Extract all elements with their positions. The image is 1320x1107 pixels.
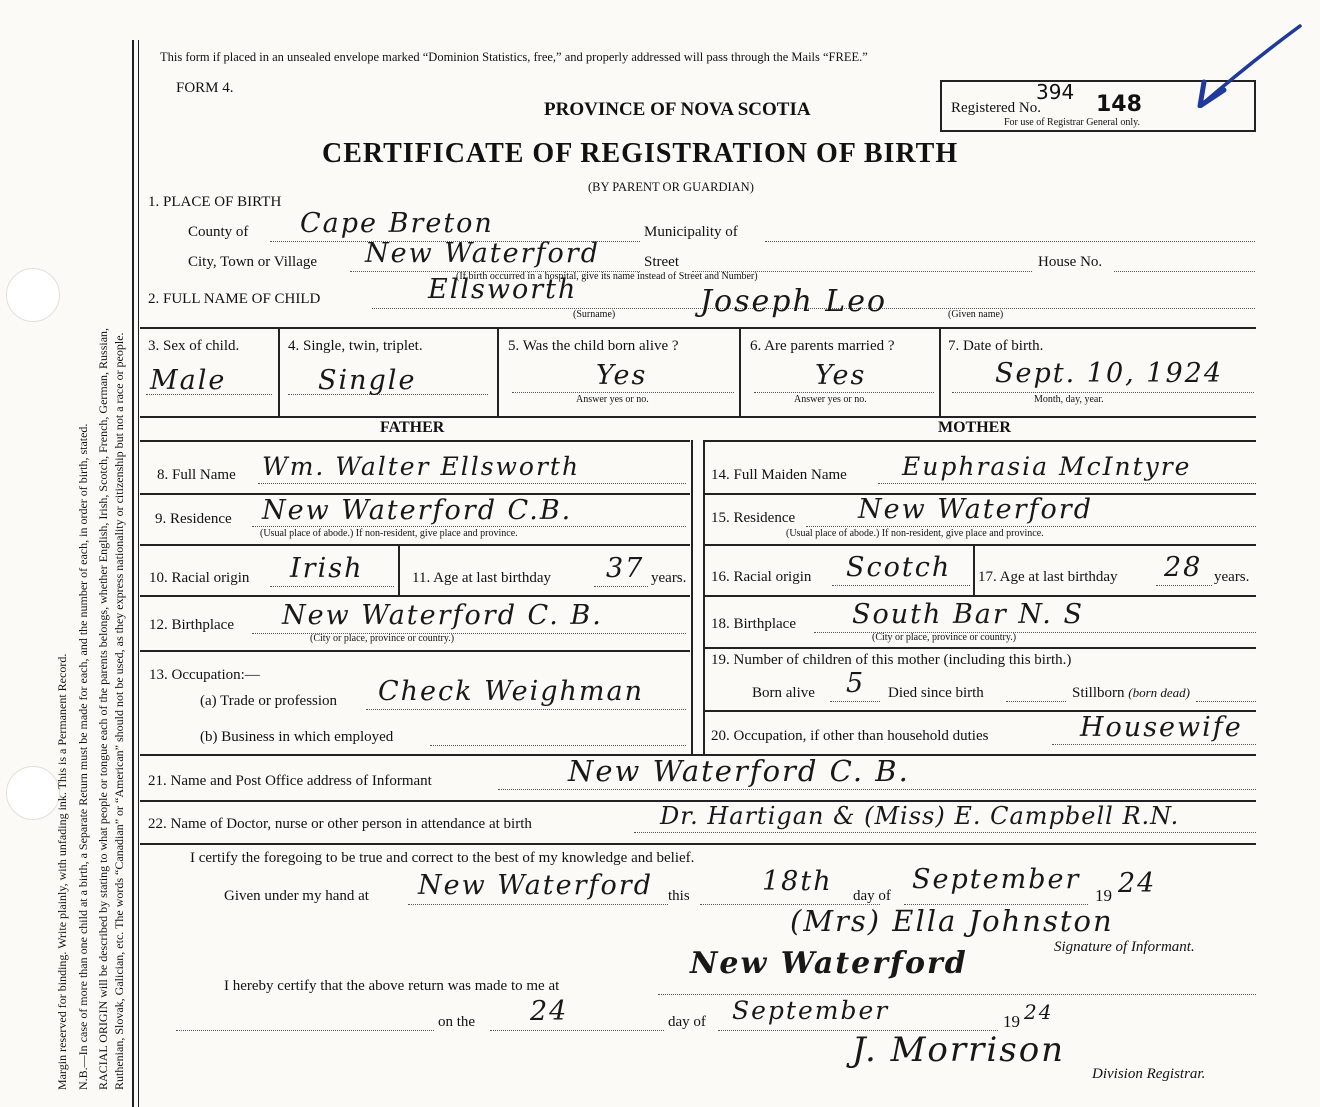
certify-statement: I certify the foregoing to be true and correct to the best of my knowledge and belief. [190, 850, 695, 866]
registered-number-alt: 394 [1036, 80, 1075, 104]
born-alive-value: Yes [596, 360, 648, 391]
registered-number: 148 [1096, 92, 1142, 117]
given-year-prefix: 19 [1095, 886, 1112, 905]
margin-note-2: N.B.—In case of more than one child at a birth, a Separate Return must be made for each, and the number of each, in order of birth, stated. [76, 423, 90, 1090]
father-birthplace-value: New Waterford C. B. [282, 600, 603, 631]
certificate-title: CERTIFICATE OF REGISTRATION OF BIRTH [322, 138, 959, 169]
mother-age-value: 28 [1164, 552, 1203, 583]
father-years-label: years. [651, 570, 687, 586]
mother-racial-label: 16. Racial origin [711, 569, 812, 585]
mother-birthplace-label: 18. Birthplace [711, 616, 796, 632]
father-age-label: 11. Age at last birthday [412, 570, 551, 586]
given-under-hand-label: Given under my hand at [224, 888, 369, 904]
mother-occupation-value: Housewife [1080, 712, 1243, 743]
certificate-subtitle: (BY PARENT OR GUARDIAN) [588, 180, 754, 194]
registrar-place-value: New Waterford [690, 946, 968, 981]
attendant-label: 22. Name of Doctor, nurse or other person in attendance at birth [148, 816, 532, 832]
parents-married-caption: Answer yes or no. [794, 394, 867, 405]
born-alive-count-value: 5 [846, 668, 866, 699]
registrar-general-note: For use of Registrar General only. [1004, 117, 1140, 128]
date-of-birth-label: 7. Date of birth. [948, 338, 1044, 354]
registrar-year-prefix: 19 [1003, 1012, 1020, 1031]
mother-residence-caption: (Usual place of abode.) If non-resident, give place and province. [786, 528, 1044, 539]
province-heading: PROVINCE OF NOVA SCOTIA [544, 99, 811, 120]
punch-hole-bottom [6, 766, 60, 820]
date-of-birth-caption: Month, day, year. [1034, 394, 1104, 405]
registered-label: Registered No. [951, 100, 1041, 116]
punch-hole-top [6, 268, 60, 322]
mother-name-label: 14. Full Maiden Name [711, 467, 847, 483]
this-label: this [668, 888, 690, 904]
born-alive-label: 5. Was the child born alive ? [508, 338, 679, 354]
municipality-label: Municipality of [644, 224, 738, 240]
city-value: New Waterford [365, 238, 600, 269]
plurality-label: 4. Single, twin, triplet. [288, 338, 423, 354]
mother-children-label: 19. Number of children of this mother (including this birth.) [711, 652, 1072, 668]
mail-note: This form if placed in an unsealed envelope marked “Dominion Statistics, free,” and properly addressed will pass through the Mails “FREE.” [160, 50, 868, 64]
father-racial-value: Irish [290, 553, 364, 584]
mother-racial-value: Scotch [846, 552, 952, 583]
informant-signature-caption: Signature of Informant. [1054, 939, 1195, 955]
father-name-value: Wm. Walter Ellsworth [262, 452, 581, 481]
father-racial-label: 10. Racial origin [149, 570, 250, 586]
registrar-month-value: September [732, 996, 890, 1025]
margin-border-outer [132, 40, 134, 1107]
mother-heading: MOTHER [938, 419, 1011, 436]
registrar-signature: J. Morrison [852, 1030, 1066, 1070]
informant-value: New Waterford C. B. [568, 754, 910, 788]
parents-married-value: Yes [815, 360, 867, 391]
born-alive-count-label: Born alive [752, 685, 815, 701]
father-name-label: 8. Full Name [157, 467, 236, 483]
place-of-birth-heading: 1. PLACE OF BIRTH [148, 194, 282, 210]
given-month-value: September [912, 864, 1081, 895]
father-birthplace-caption: (City or place, province or country.) [310, 633, 455, 644]
stillborn-text: Stillborn [1072, 685, 1125, 701]
attendant-value: Dr. Hartigan & (Miss) E. Campbell R.N. [660, 802, 1180, 830]
father-residence-caption: (Usual place of abode.) If non-resident, give place and province. [260, 528, 518, 539]
registrar-year-value: 24 [1024, 1000, 1054, 1024]
parents-married-label: 6. Are parents married ? [750, 338, 895, 354]
child-name-label: 2. FULL NAME OF CHILD [148, 291, 321, 307]
date-of-birth-value: Sept. 10, 1924 [995, 358, 1224, 389]
registrar-day-value: 24 [530, 996, 569, 1027]
father-heading: FATHER [380, 419, 445, 436]
given-place-value: New Waterford [418, 870, 653, 901]
child-surname: Ellsworth [428, 274, 578, 305]
mother-birthplace-caption: (City or place, province or country.) [872, 632, 1017, 643]
margin-note-3: RACIAL ORIGIN will be described by stating to what people or tongue each of the parents belongs, whether English, Irish, Scotch, French, German, Russian, [96, 327, 110, 1090]
given-year-value: 24 [1118, 868, 1157, 899]
stillborn-label [1072, 685, 1190, 702]
mother-residence-value: New Waterford [858, 494, 1093, 525]
father-occupation-label: 13. Occupation:— [149, 667, 260, 683]
father-business-label: (b) Business in which employed [200, 729, 394, 745]
margin-note-1: Margin reserved for binding. Write plainly, with unfading ink. This is a Permanent Record. [55, 653, 69, 1090]
informant-label: 21. Name and Post Office address of Informant [148, 773, 432, 789]
on-the-label: on the [438, 1014, 476, 1030]
county-label: County of [188, 224, 249, 240]
mother-birthplace-value: South Bar N. S [852, 599, 1084, 630]
stillborn-note: (born dead) [1128, 685, 1191, 700]
father-age-value: 37 [606, 553, 645, 584]
plurality-value: Single [318, 365, 417, 396]
margin-note-4: Ruthenian, Slovak, Galician, etc. The words “Canadian” or “American” should not be used, as they express nationality or citizenship but not a race or people. [112, 332, 126, 1090]
mother-occupation-label: 20. Occupation, if other than household duties [711, 728, 989, 744]
given-day-value: 18th [762, 866, 833, 897]
given-name-caption: (Given name) [948, 309, 1004, 320]
father-birthplace-label: 12. Birthplace [149, 617, 234, 633]
mother-name-value: Euphrasia McIntyre [902, 452, 1192, 481]
city-label: City, Town or Village [188, 254, 318, 270]
county-value: Cape Breton [300, 208, 494, 239]
registrar-day-of-label: day of [668, 1014, 706, 1030]
day-of-label: day of [853, 888, 891, 904]
sex-value: Male [150, 365, 227, 396]
street-label: Street [644, 254, 679, 270]
sex-label: 3. Sex of child. [148, 338, 240, 354]
checkmark-icon [1196, 22, 1306, 108]
father-trade-value: Check Weighman [378, 676, 645, 707]
mother-residence-label: 15. Residence [711, 510, 796, 526]
mother-years-label: years. [1214, 569, 1250, 585]
registrar-statement: I hereby certify that the above return was made to me at [224, 978, 560, 994]
born-alive-caption: Answer yes or no. [576, 394, 649, 405]
father-residence-value: New Waterford C.B. [262, 495, 573, 526]
form-number: FORM 4. [176, 80, 234, 96]
died-since-birth-label: Died since birth [888, 685, 984, 701]
surname-caption: (Surname) [573, 309, 616, 320]
registrar-caption: Division Registrar. [1092, 1066, 1206, 1082]
mother-age-label: 17. Age at last birthday [978, 569, 1118, 585]
hospital-note: (If birth occurred in a hospital, give its name instead of Street and Number) [456, 271, 758, 282]
informant-signature: (Mrs) Ella Johnston [790, 904, 1114, 938]
child-given-name: Joseph Leo [700, 284, 888, 319]
house-number-label: House No. [1038, 254, 1103, 270]
father-trade-label: (a) Trade or profession [200, 693, 338, 709]
father-residence-label: 9. Residence [155, 511, 232, 527]
margin-border-inner [138, 40, 139, 1107]
